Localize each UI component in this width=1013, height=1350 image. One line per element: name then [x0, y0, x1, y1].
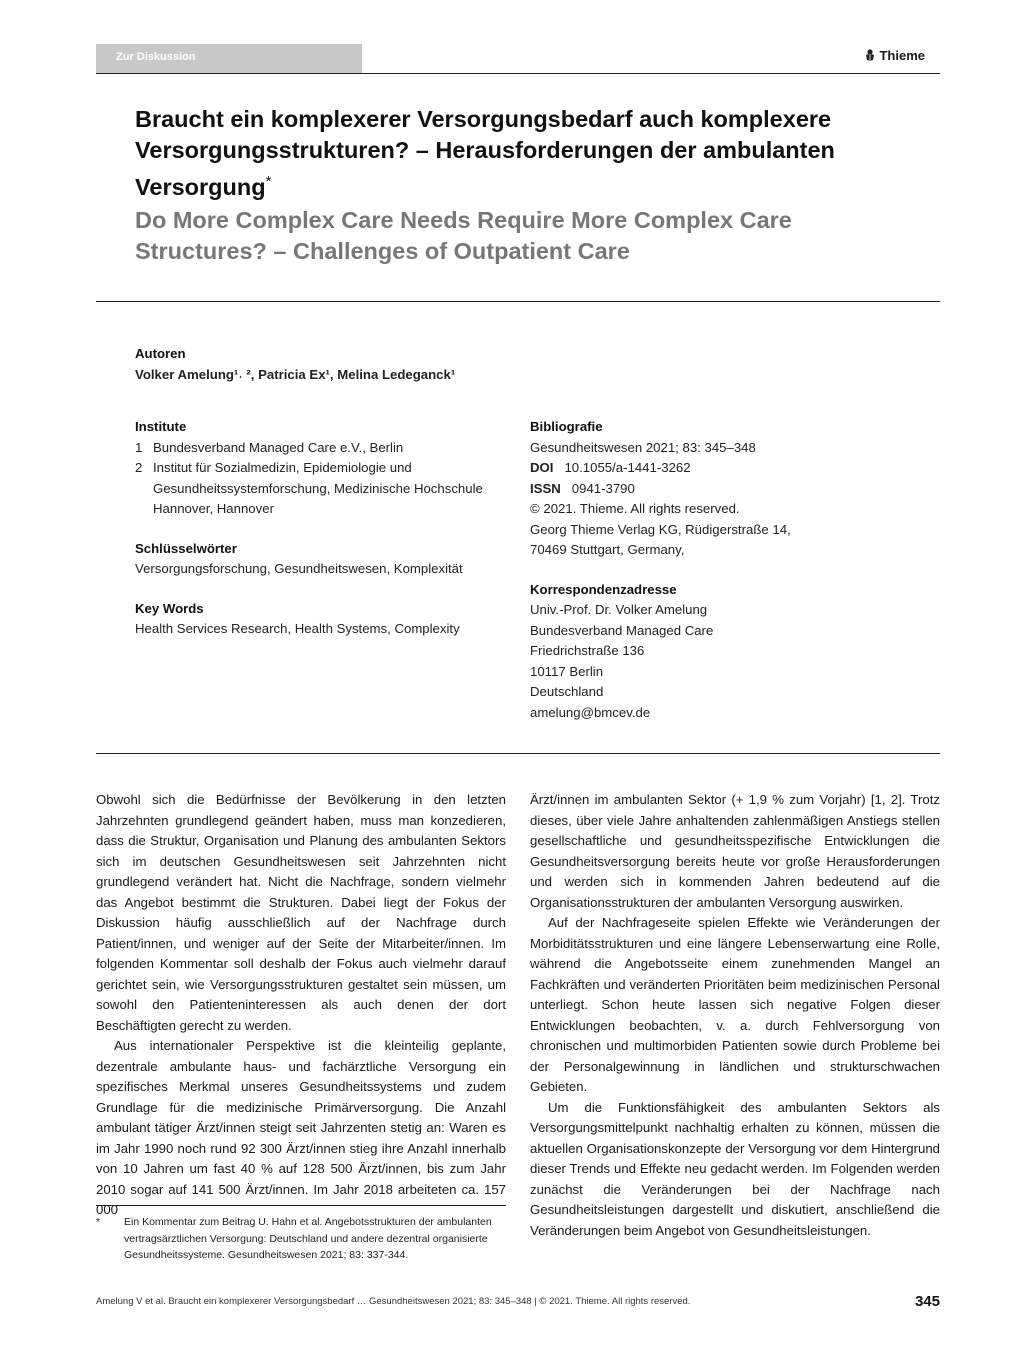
- author-names: Volker Amelung¹˒ ², Patricia Ex¹, Melina Ledeganck¹: [135, 366, 456, 382]
- section-label: Zur Diskussion: [116, 51, 196, 63]
- left-meta-column: [135, 417, 490, 640]
- keywords-en-heading: Key Words: [135, 600, 204, 616]
- institutes-heading: Institute: [135, 419, 187, 434]
- doi-link[interactable]: 10.1055/a-1441-3262: [564, 460, 691, 475]
- publisher-brand: [865, 48, 925, 63]
- correspondence-email[interactable]: amelung@bmcev.de: [530, 704, 651, 720]
- correspondence-heading: Korrespondenzadresse: [530, 581, 677, 597]
- header-rule: [96, 73, 940, 74]
- authors-heading: Autoren: [135, 346, 186, 361]
- doi-line: DOI 10.1055/a-1441-3262: [530, 460, 691, 475]
- footnote-marker: *: [96, 1216, 101, 1228]
- institute-item: 2 Institut für Sozialmedizin, Epidemiologie und Gesundheitssystemforschung, Medizinische Hochschule Hannover, Hannover: [135, 460, 483, 516]
- footer-citation: Amelung V et al. Braucht ein komplexerer Versorgungsbedarf … Gesundheitswesen 2021; 83: 345–348 | © 2021. Thieme. All rights reserved.: [96, 1296, 691, 1307]
- keywords-de-heading: Schlüsselwörter: [135, 540, 237, 556]
- meta-rule: [96, 753, 940, 754]
- body-column-right: [530, 790, 940, 1241]
- title-footnote-marker: *: [265, 173, 272, 190]
- body-column-left: [96, 790, 506, 1221]
- authors-block: [135, 344, 555, 385]
- page-number: 345: [914, 1293, 940, 1310]
- thieme-logo-icon: [865, 49, 875, 61]
- correspondence-line: 10117 Berlin: [530, 663, 604, 679]
- body-paragraph: Um die Funktionsfähigkeit des ambulanten Sektors als Versorgungsmittelpunkt nachhaltig erhalten zu können, müssen die aktuellen Organisationskonzepte der Versorgung vor dem Hintergrund dieser Trends und Effekte neu gedacht werden. Im Folgenden werden zunächst die Veränderungen bei der Nachfrage nach Gesundheitsleistungen dargestellt und diskutiert, anschließend die Veränderungen beim Angebot von Gesundheitsleistungen.: [530, 1099, 940, 1238]
- body-paragraph: Ärzt/innen im ambulanten Sektor (+ 1,9 % zum Vorjahr) [1, 2]. Trotz dieses, über viele Jahre anhaltenden zahlenmäßigen Anstiegs stellen gesellschaftliche und gesundheitsspezifische Entwicklungen die Gesundheitsversorgung bereits heute vor große Herausforderungen und werden sich in kommenden Jahren bedeutend auf die Organisationsstrukturen der ambulanten Versorgung auswirken.: [530, 792, 940, 910]
- correspondence-line: Univ.-Prof. Dr. Volker Amelung: [530, 602, 708, 617]
- publisher-address: 70469 Stuttgart, Germany,: [530, 542, 685, 557]
- title-rule: [96, 301, 940, 302]
- correspondence-line: Friedrichstraße 136: [530, 643, 645, 658]
- publisher-address: Georg Thieme Verlag KG, Rüdigerstraße 14,: [530, 521, 791, 537]
- bibliography-heading: Bibliografie: [530, 419, 603, 434]
- institute-item: 1 Bundesverband Managed Care e.V., Berlin: [135, 439, 404, 455]
- publisher-name: Thieme: [879, 48, 925, 63]
- journal-citation: Gesundheitswesen 2021; 83: 345–348: [530, 439, 756, 455]
- issn-line: ISSN 0941-3790: [530, 480, 635, 496]
- body-paragraph: Auf der Nachfrageseite spielen Effekte wie Veränderungen der Morbiditätsstrukturen und eine längere Lebenserwartung eine Rolle, während die Angebotsseite einem zunehmenden Mangel an Fachkräften und veränderten Prioritäten beim medizinischen Personal unterliegt. Schon heute lassen sich negative Folgen dieser Entwicklungen beobachten, v. a. durch Fehlversorgung von chronischen und multimorbiden Patienten sowie durch Probleme bei der Personalgewinnung in ländlichen und strukturschwachen Gebieten.: [530, 915, 940, 1094]
- footnote-rule: [96, 1205, 506, 1206]
- right-meta-column: [530, 417, 910, 723]
- section-banner: [96, 44, 362, 74]
- body-paragraph: Aus internationaler Perspektive ist die kleinteilig geplante, dezentrale ambulante haus- und fachärztliche Versorgung ein spezifisches Merkmal unseres Gesundheitssystems und zudem Grundlage für die medizinische Primärversorgung. Die Anzahl ambulant tätiger Ärzt/innen steigt seit Jahrzenten stetig an: Waren es im Jahr 1990 noch rund 92 300 Ärzt/innen stieg ihre Anzahl innerhalb von 10 Jahren um fast 40 % auf 128 500 Ärzt/innen, bis zum Jahr 2010 sogar auf 141 500 Ärzt/innen. Im Jahr 2018 arbeiteten ca. 157 000: [96, 1038, 506, 1217]
- body-paragraph: Obwohl sich die Bedürfnisse der Bevölkerung in den letzten Jahrzehnten grundlegend geändert haben, muss man konzedieren, dass die Struktur, Organisation und Planung des ambulanten Sektors sich im deutschen Gesundheitswesen seit Jahrzehnten nicht grundlegend verändert hat. Nicht die Nachfrage, sondern vielmehr das Angebot bestimmt die Strukturen. Dabei liegt der Fokus der Diskussion häufig ausschließlich auf der Nachfrage durch Patient/innen, und weniger auf der Seite der Mitarbeiter/innen. Im folgenden Kommentar soll deshalb der Fokus auch vielmehr darauf gerichtet sein, wie Versorgungsstrukturen gestaltet sein müssen, um sowohl den Patienteninteressen als auch denen der dort Beschäftigten gerecht zu werden.: [96, 792, 506, 1033]
- copyright-line: © 2021. Thieme. All rights reserved.: [530, 501, 740, 516]
- title-german: Braucht ein komplexerer Versorgungsbedarf auch komplexere Versorgungsstrukturen? – Herausforderungen der ambulanten Versorgung*: [135, 106, 835, 200]
- title-english: Do More Complex Care Needs Require More Complex Care Structures? – Challenges of Outpatient Care: [135, 207, 792, 264]
- footnote-text: Ein Kommentar zum Beitrag U. Hahn et al. Angebotsstrukturen der ambulanten vertragsärztlichen Versorgung: Deutschland und andere dezentral organisierte Gesundheitssysteme. Gesundheitswesen 2021; 83: 337-344.: [124, 1216, 492, 1261]
- correspondence-line: Deutschland: [530, 684, 604, 699]
- keywords-de: Versorgungsforschung, Gesundheitswesen, Komplexität: [135, 561, 463, 576]
- keywords-en: Health Services Research, Health Systems, Complexity: [135, 621, 460, 636]
- correspondence-line: Bundesverband Managed Care: [530, 622, 714, 638]
